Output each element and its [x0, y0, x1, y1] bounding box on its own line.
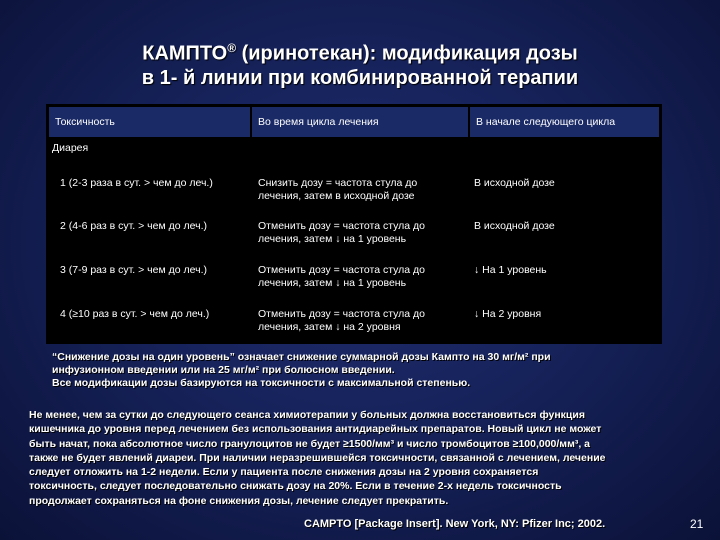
slide-title	[0, 36, 720, 90]
dose-level-note: “Снижение дозы на один уровень” означает снижение суммарной дозы Кампто на 30 мг/м² при инфузионном введении или на 25 мг/м² при болюсном введении. Все модификации дозы базируются на токсичности с максимальной степенью.	[52, 351, 551, 389]
table-row-1-next: В исходной дозе	[474, 177, 555, 189]
table-row-2-next: В исходной дозе	[474, 220, 555, 232]
header-during-cycle: Во время цикла лечения	[252, 107, 468, 137]
table-row-3-toxicity: 3 (7-9 раз в сут. > чем до леч.)	[60, 264, 207, 276]
dose-modification-table	[46, 104, 662, 344]
table-row-2-toxicity: 2 (4-6 раз в сут. > чем до леч.)	[60, 220, 207, 232]
table-row-2-during: Отменить дозу = частота стула до лечения, затем ↓ на 1 уровень	[258, 220, 426, 245]
page-number: 21	[690, 517, 704, 531]
table-row-3-next: ↓ На 1 уровень	[474, 264, 547, 276]
citation: CAMPTO [Package Insert]. New York, NY: Pfizer Inc; 2002.	[304, 518, 606, 530]
table-row-4-next: ↓ На 2 уровня	[474, 308, 542, 320]
table-row-4-during: Отменить дозу = частота стула до лечения, затем ↓ на 2 уровня	[258, 308, 426, 333]
table-row-1-during: Снизить дозу = частота стула до лечения, затем в исходной дозе	[258, 177, 418, 202]
header-toxicity: Токсичность	[49, 107, 250, 137]
header-next-cycle: В начале следующего цикла	[470, 107, 659, 137]
title-line-2: в 1- й линии при комбинированной терапии	[141, 66, 579, 89]
table-row-3-during: Отменить дозу = частота стула до лечения, затем ↓ на 1 уровень	[258, 264, 426, 289]
recovery-note: Не менее, чем за сутки до следующего сеанса химиотерапии у больных должна восстановиться функция кишечника до уровня перед лечением без использования антидиарейных препаратов. Новый цикл не может быть начат, пока абсолютное число гранулоцитов не будет ≥1500/мм³ и число тромбоцитов ≥100,000/мм³, а также не будет явлений диареи. При наличии неразрешившейся токсичности, связанной с лечением, лечение следует отложить на 1-2 недели. Если у пациента после снижения дозы на 2 уровня сохраняется токсичность, следует последовательно снижать дозу на 20%. Если в течение 2-х недель токсичность продолжает сохраняться на фоне снижения дозы, лечение следует прекратить.	[29, 409, 606, 507]
section-diarrhea: Диарея	[52, 142, 89, 154]
table-row-1-toxicity: 1 (2-3 раза в сут. > чем до леч.)	[60, 177, 213, 189]
table-row-4-toxicity: 4 (≥10 раз в сут. > чем до леч.)	[60, 308, 210, 320]
title-line-1: КАМПТО® (иринотекан): модификация дозы	[142, 41, 578, 65]
